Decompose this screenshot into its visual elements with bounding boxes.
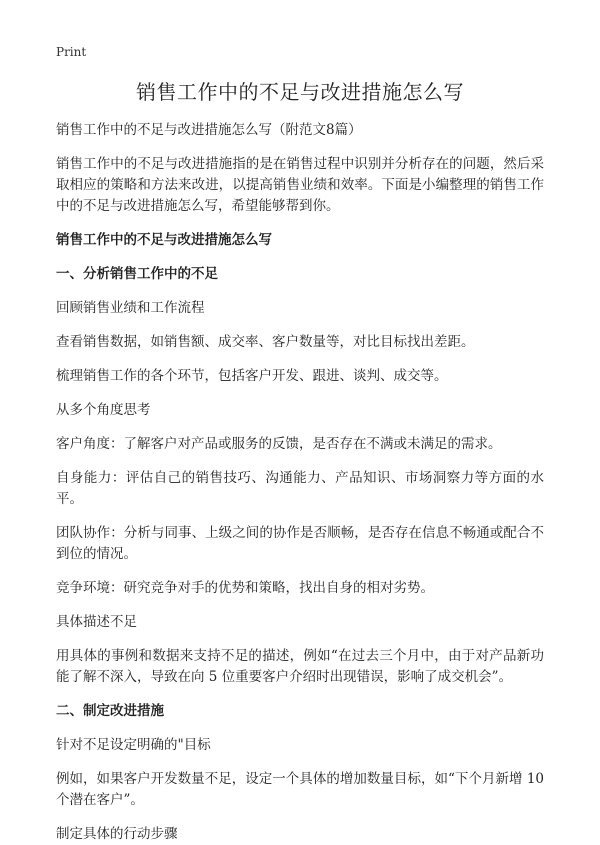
describe-paragraph: 用具体的事例和数据来支持不足的描述，例如“在过去三个月中，由于对产品新功能了解不深入，导致在向 5 位重要客户介绍时出现错误，影响了成交机会”。 xyxy=(56,648,544,685)
angle-competition: 竞争环境：研究竞争对手的优势和策略，找出自身的相对劣势。 xyxy=(56,580,434,596)
goal-heading: 针对不足设定明确的"目标 xyxy=(56,737,211,753)
print-label: Print xyxy=(56,45,87,59)
part2-heading: 二、制定改进措施 xyxy=(56,703,164,719)
steps-heading: 制定具体的行动步骤 xyxy=(56,826,178,842)
describe-heading: 具体描述不足 xyxy=(56,614,137,630)
angle-self: 自身能力：评估自己的销售技巧、沟通能力、产品知识、市场洞察力等方面的水平。 xyxy=(56,470,544,507)
document-subtitle: 销售工作中的不足与改进措施怎么写（附范文8篇） xyxy=(56,122,362,138)
review-paragraph-1: 查看销售数据，如销售额、成交率、客户数量等，对比目标找出差距。 xyxy=(56,334,475,350)
review-heading: 回顾销售业绩和工作流程 xyxy=(56,300,205,316)
review-paragraph-2: 梳理销售工作的各个环节，包括客户开发、跟进、谈判、成交等。 xyxy=(56,368,448,384)
part1-heading: 一、分析销售工作中的不足 xyxy=(56,266,218,282)
angle-customer: 客户角度：了解客户对产品或服务的反馈，是否存在不满或未满足的需求。 xyxy=(56,436,502,452)
angle-team: 团队协作：分析与同事、上级之间的协作是否顺畅，是否存在信息不畅通或配合不到位的情况。 xyxy=(56,525,544,562)
document-title: 销售工作中的不足与改进措施怎么写 xyxy=(136,80,464,104)
angles-heading: 从多个角度思考 xyxy=(56,402,151,418)
intro-paragraph: 销售工作中的不足与改进措施指的是在销售过程中识别并分析存在的问题，然后采取相应的策略和方法来改进，以提高销售业绩和效率。下面是小编整理的销售工作中的不足与改进措施怎么写，希望能够帮到你。 xyxy=(56,156,544,214)
goal-paragraph: 例如，如果客户开发数量不足，设定一个具体的增加数量目标，如“下个月新增 10 个潜在客户”。 xyxy=(56,771,544,808)
section-heading: 销售工作中的不足与改进措施怎么写 xyxy=(56,232,272,248)
